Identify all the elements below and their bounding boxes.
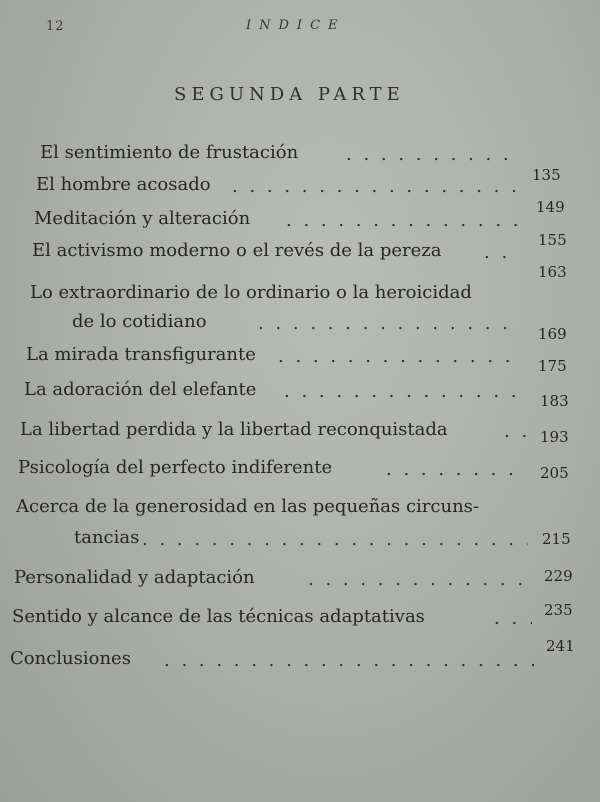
- dot-leader: [164, 650, 534, 672]
- toc-entry-title: El hombre acosado: [36, 174, 211, 195]
- dot-leader: [308, 569, 530, 591]
- dot-leader: [232, 176, 516, 198]
- page-number: 12: [46, 19, 65, 34]
- toc-page-number: 183: [540, 392, 569, 410]
- toc-page-number: 193: [540, 428, 569, 446]
- toc-entry-title: Lo extraordinario de lo ordinario o la heroicidad: [30, 282, 472, 303]
- toc-entry-title: Sentido y alcance de las técnicas adaptativas: [12, 606, 425, 627]
- running-head: INDICE: [246, 18, 346, 33]
- toc-entry: [40, 142, 298, 164]
- toc-entry-title: La libertad perdida y la libertad reconquistada: [20, 419, 448, 440]
- toc-entry-continuation: tancias: [74, 527, 140, 548]
- toc-page-number: 205: [540, 464, 569, 482]
- dot-leader: [258, 313, 518, 335]
- toc-page-number: 163: [538, 263, 567, 281]
- toc-entry-title: La adoración del elefante: [24, 379, 257, 400]
- toc-entry-title: La mirada transfigurante: [26, 344, 256, 365]
- toc-page-number: 215: [542, 530, 571, 548]
- toc-page-number: 149: [536, 198, 565, 216]
- toc-page-number: 241: [546, 637, 575, 655]
- toc-entry-continuation: de lo cotidiano: [72, 311, 207, 332]
- dot-leader: [142, 529, 528, 551]
- toc-entry: [34, 208, 250, 230]
- toc-page-number: 135: [532, 166, 561, 184]
- toc-entry: [24, 379, 256, 401]
- toc-entry: [30, 282, 472, 304]
- toc-entry: [20, 419, 448, 441]
- dot-leader: [286, 210, 518, 232]
- dot-leader: [494, 608, 532, 630]
- dot-leader: [484, 242, 518, 264]
- toc-entry: [16, 496, 479, 518]
- toc-entry-title: Acerca de la generosidad en las pequeñas circuns-: [16, 496, 479, 517]
- toc-entry: [12, 606, 425, 628]
- dot-leader: [284, 381, 520, 403]
- dot-leader: [386, 459, 526, 481]
- toc-page-number: 229: [544, 567, 573, 585]
- dot-leader: [504, 421, 526, 443]
- toc-page-number: 169: [538, 325, 567, 343]
- section-title: SEGUNDA PARTE: [174, 84, 405, 105]
- toc-entry-title: Personalidad y adaptación: [14, 567, 255, 588]
- toc-entry: [32, 240, 442, 262]
- toc-page-number: 175: [538, 357, 567, 375]
- toc-page-number: 155: [538, 231, 567, 249]
- toc-entry: [18, 457, 332, 479]
- dot-leader: [278, 346, 518, 368]
- toc-entry-title: Meditación y alteración: [34, 208, 251, 229]
- toc-entry-title: El activismo moderno o el revés de la pereza: [32, 240, 442, 261]
- toc-entry-title: Psicología del perfecto indiferente: [18, 457, 333, 478]
- dot-leader: [346, 144, 511, 166]
- toc-entry-title: Conclusiones: [10, 648, 131, 669]
- toc-page-number: 235: [544, 601, 573, 619]
- toc-entry: [14, 567, 255, 589]
- toc-entry-title: El sentimiento de frustación: [40, 142, 299, 163]
- toc-entry: [26, 344, 256, 366]
- toc-entry: [10, 648, 131, 670]
- toc-entry: [36, 174, 211, 196]
